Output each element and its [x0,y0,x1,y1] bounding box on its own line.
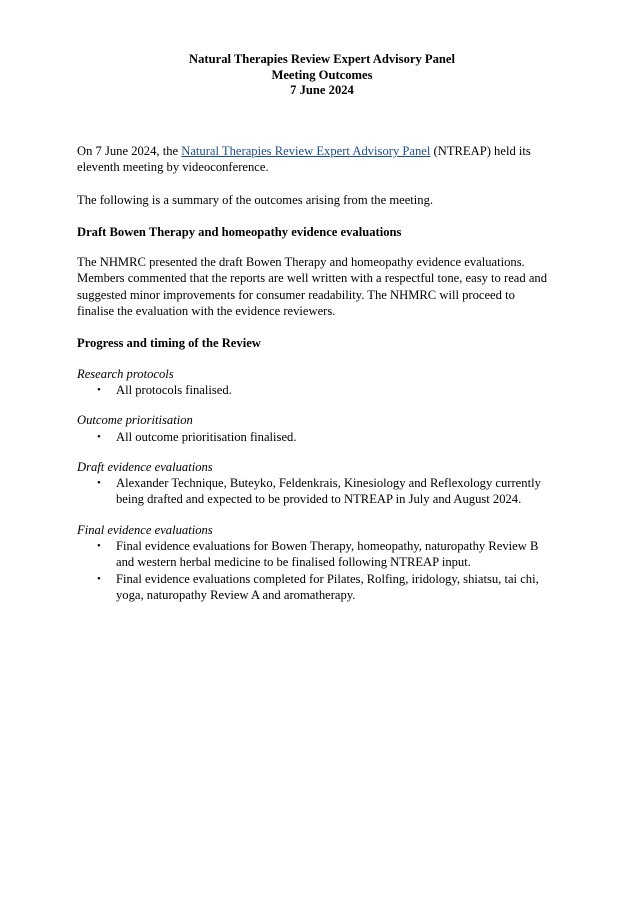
list-item-line: and western herbal medicine to be finalised following NTREAP input. [116,555,471,570]
intro-paragraph [77,143,572,176]
list-item [77,475,572,508]
list-item [77,571,572,604]
draft-evidence-evaluations-list [77,475,572,508]
research-protocols-list [77,382,572,398]
section-heading-draft-evaluations: Draft Bowen Therapy and homeopathy evidence evaluations [77,224,402,239]
intro-suffix: (NTREAP) held its [430,144,531,158]
bullet-icon: • [97,383,101,396]
document-header [0,52,644,99]
subheading-research-protocols: Research protocols [77,366,174,381]
paragraph-line: suggested minor improvements for consumer readability. The NHMRC will proceed to [77,287,515,302]
document-body [77,143,572,617]
list-item-line: Final evidence evaluations for Bowen Therapy, homeopathy, naturopathy Review B [116,539,539,554]
intro-line2: eleventh meeting by videoconference. [77,160,269,175]
intro-prefix: On 7 June 2024, the [77,144,182,158]
list-item-line: yoga, naturopathy Review A and aromatherapy. [116,587,356,602]
paragraph-line: The NHMRC presented the draft Bowen Therapy and homeopathy evidence evaluations. [77,255,525,270]
final-evidence-evaluations-list [77,538,572,603]
list-item-line: Final evidence evaluations completed for Pilates, Rolfing, iridology, shiatsu, tai chi, [116,571,539,586]
document-subtitle: Meeting Outcomes [271,67,373,82]
list-item [77,382,572,398]
list-item-line: All protocols finalised. [116,382,232,397]
list-item-line: being drafted and expected to be provided to NTREAP in July and August 2024. [116,492,522,507]
draft-evaluations-paragraph [77,254,572,319]
list-item-line: Alexander Technique, Buteyko, Feldenkrais, Kinesiology and Reflexology currently [116,476,541,491]
subheading-outcome-prioritisation: Outcome prioritisation [77,413,193,428]
meeting-date: 7 June 2024 [290,83,354,97]
subheading-final-evidence-evaluations: Final evidence evaluations [77,522,213,537]
bullet-icon: • [97,477,101,490]
document-title: Natural Therapies Review Expert Advisory Panel [189,52,455,66]
list-item-line: All outcome prioritisation finalised. [116,429,297,444]
bullet-icon: • [97,572,101,585]
list-item [77,429,572,445]
outcome-prioritisation-list [77,429,572,445]
ntreap-link[interactable]: Natural Therapies Review Expert Advisory Panel [181,144,431,158]
subheading-draft-evidence-evaluations: Draft evidence evaluations [77,459,213,474]
bullet-icon: • [97,540,101,553]
list-item [77,538,572,571]
section-heading-progress: Progress and timing of the Review [77,336,261,351]
summary-paragraph: The following is a summary of the outcomes arising from the meeting. [77,192,434,207]
paragraph-line: Members commented that the reports are well written with a respectful tone, easy to read and [77,271,547,286]
paragraph-line: finalise the evaluation with the evidence reviewers. [77,304,336,319]
bullet-icon: • [97,430,101,443]
